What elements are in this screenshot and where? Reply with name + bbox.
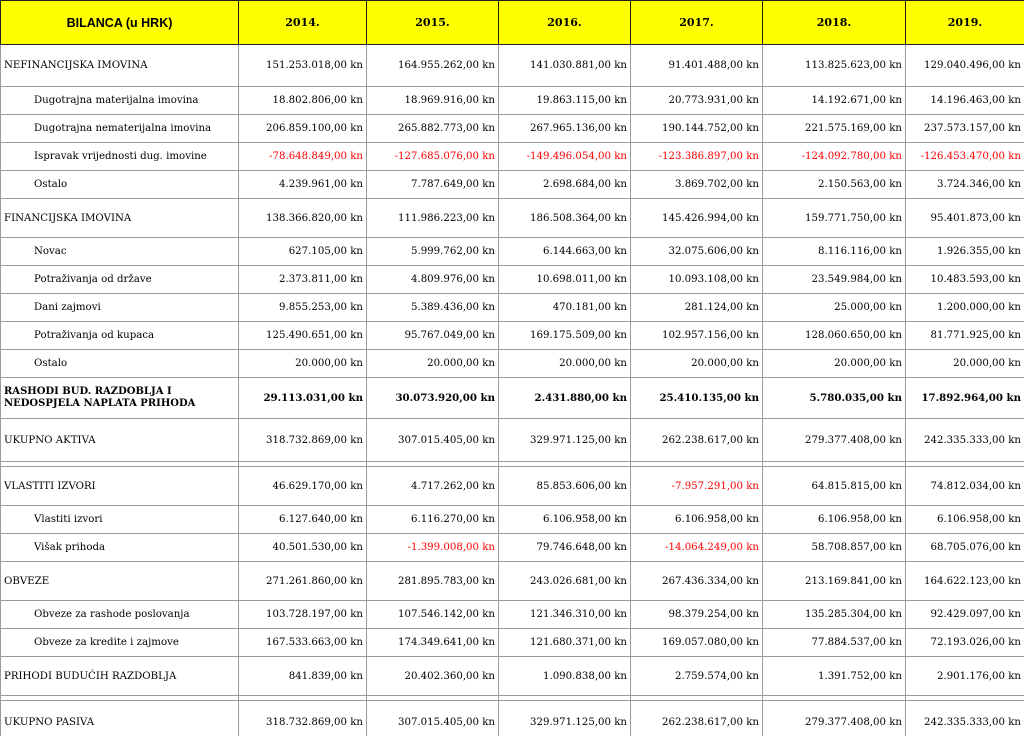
table-row — [1, 467, 1024, 506]
value-cell: 213.169.841,00 kn — [763, 562, 906, 601]
value-cell: 279.377.408,00 kn — [763, 419, 906, 462]
value-cell: -126.453.470,00 kn — [906, 143, 1024, 171]
col-header-2017: 2017. — [631, 1, 763, 45]
row-label: Ostalo — [1, 171, 239, 199]
value-cell: 20.773.931,00 kn — [631, 87, 763, 115]
value-cell: 128.060.650,00 kn — [763, 322, 906, 350]
table-row — [1, 171, 1024, 199]
value-cell: 243.026.681,00 kn — [499, 562, 631, 601]
table-row — [1, 45, 1024, 87]
value-cell: 25.410.135,00 kn — [631, 378, 763, 419]
value-cell: 46.629.170,00 kn — [239, 467, 367, 506]
value-cell: 20.000,00 kn — [763, 350, 906, 378]
value-cell: 79.746.648,00 kn — [499, 534, 631, 562]
value-cell: 141.030.881,00 kn — [499, 45, 631, 87]
table-row — [1, 238, 1024, 266]
value-cell: 18.802.806,00 kn — [239, 87, 367, 115]
value-cell: 6.144.663,00 kn — [499, 238, 631, 266]
value-cell: 18.969.916,00 kn — [367, 87, 499, 115]
value-cell: 5.999.762,00 kn — [367, 238, 499, 266]
header-row — [1, 1, 1024, 45]
value-cell: 58.708.857,00 kn — [763, 534, 906, 562]
row-label: UKUPNO PASIVA — [1, 701, 239, 736]
table-row — [1, 143, 1024, 171]
value-cell: 237.573.157,00 kn — [906, 115, 1024, 143]
value-cell: -123.386.897,00 kn — [631, 143, 763, 171]
value-cell: 4.717.262,00 kn — [367, 467, 499, 506]
value-cell: 95.767.049,00 kn — [367, 322, 499, 350]
value-cell: 138.366.820,00 kn — [239, 199, 367, 238]
value-cell: 265.882.773,00 kn — [367, 115, 499, 143]
value-cell: 5.389.436,00 kn — [367, 294, 499, 322]
table-row — [1, 322, 1024, 350]
value-cell: 92.429.097,00 kn — [906, 601, 1024, 629]
value-cell: 23.549.984,00 kn — [763, 266, 906, 294]
row-label: NEFINANCIJSKA IMOVINA — [1, 45, 239, 87]
table-row — [1, 294, 1024, 322]
value-cell: 98.379.254,00 kn — [631, 601, 763, 629]
value-cell: 135.285.304,00 kn — [763, 601, 906, 629]
value-cell: 85.853.606,00 kn — [499, 467, 631, 506]
value-cell: 841.839,00 kn — [239, 657, 367, 696]
row-label: OBVEZE — [1, 562, 239, 601]
value-cell: 74.812.034,00 kn — [906, 467, 1024, 506]
value-cell: 4.809.976,00 kn — [367, 266, 499, 294]
value-cell: 20.000,00 kn — [239, 350, 367, 378]
value-cell: 169.175.509,00 kn — [499, 322, 631, 350]
table-row — [1, 629, 1024, 657]
value-cell: 2.901.176,00 kn — [906, 657, 1024, 696]
value-cell: 3.724.346,00 kn — [906, 171, 1024, 199]
value-cell: 279.377.408,00 kn — [763, 701, 906, 736]
value-cell: 470.181,00 kn — [499, 294, 631, 322]
value-cell: 20.000,00 kn — [499, 350, 631, 378]
value-cell: 2.373.811,00 kn — [239, 266, 367, 294]
value-cell: 25.000,00 kn — [763, 294, 906, 322]
table-row — [1, 199, 1024, 238]
value-cell: 20.000,00 kn — [367, 350, 499, 378]
value-cell: 102.957.156,00 kn — [631, 322, 763, 350]
table-row — [1, 266, 1024, 294]
value-cell: 169.057.080,00 kn — [631, 629, 763, 657]
value-cell: 281.895.783,00 kn — [367, 562, 499, 601]
value-cell: 64.815.815,00 kn — [763, 467, 906, 506]
value-cell: 32.075.606,00 kn — [631, 238, 763, 266]
value-cell: 329.971.125,00 kn — [499, 419, 631, 462]
table-row — [1, 87, 1024, 115]
value-cell: 2.698.684,00 kn — [499, 171, 631, 199]
value-cell: 14.196.463,00 kn — [906, 87, 1024, 115]
value-cell: 103.728.197,00 kn — [239, 601, 367, 629]
value-cell: 1.200.000,00 kn — [906, 294, 1024, 322]
value-cell: 77.884.537,00 kn — [763, 629, 906, 657]
value-cell: 29.113.031,00 kn — [239, 378, 367, 419]
value-cell: 307.015.405,00 kn — [367, 701, 499, 736]
value-cell: 267.965.136,00 kn — [499, 115, 631, 143]
value-cell: 164.622.123,00 kn — [906, 562, 1024, 601]
table-row — [1, 657, 1024, 696]
value-cell: 72.193.026,00 kn — [906, 629, 1024, 657]
table-row — [1, 419, 1024, 462]
value-cell: 6.106.958,00 kn — [499, 506, 631, 534]
value-cell: 1.090.838,00 kn — [499, 657, 631, 696]
col-header-2015: 2015. — [367, 1, 499, 45]
value-cell: 68.705.076,00 kn — [906, 534, 1024, 562]
value-cell: 5.780.035,00 kn — [763, 378, 906, 419]
value-cell: 125.490.651,00 kn — [239, 322, 367, 350]
value-cell: 129.040.496,00 kn — [906, 45, 1024, 87]
table-row — [1, 701, 1024, 736]
value-cell: 30.073.920,00 kn — [367, 378, 499, 419]
value-cell: 7.787.649,00 kn — [367, 171, 499, 199]
table-row — [1, 601, 1024, 629]
value-cell: 186.508.364,00 kn — [499, 199, 631, 238]
value-cell: 95.401.873,00 kn — [906, 199, 1024, 238]
value-cell: 2.150.563,00 kn — [763, 171, 906, 199]
row-label: RASHODI BUD. RAZDOBLJA I NEDOSPJELA NAPLATA PRIHODA — [1, 378, 239, 419]
table-row — [1, 378, 1024, 419]
row-label: Ostalo — [1, 350, 239, 378]
value-cell: 318.732.869,00 kn — [239, 701, 367, 736]
row-label: VLASTITI IZVORI — [1, 467, 239, 506]
col-header-2018: 2018. — [763, 1, 906, 45]
value-cell: 40.501.530,00 kn — [239, 534, 367, 562]
row-label: UKUPNO AKTIVA — [1, 419, 239, 462]
value-cell: 4.239.961,00 kn — [239, 171, 367, 199]
value-cell: 164.955.262,00 kn — [367, 45, 499, 87]
table-row — [1, 350, 1024, 378]
col-header-2014: 2014. — [239, 1, 367, 45]
value-cell: 6.116.270,00 kn — [367, 506, 499, 534]
value-cell: -7.957.291,00 kn — [631, 467, 763, 506]
value-cell: 9.855.253,00 kn — [239, 294, 367, 322]
row-label: PRIHODI BUDUĆIH RAZDOBLJA — [1, 657, 239, 696]
value-cell: 121.680.371,00 kn — [499, 629, 631, 657]
value-cell: 121.346.310,00 kn — [499, 601, 631, 629]
value-cell: 6.106.958,00 kn — [906, 506, 1024, 534]
table-row — [1, 534, 1024, 562]
row-label: Potraživanja od države — [1, 266, 239, 294]
row-label: Višak prihoda — [1, 534, 239, 562]
value-cell: 206.859.100,00 kn — [239, 115, 367, 143]
row-label: Dani zajmovi — [1, 294, 239, 322]
table-body — [1, 45, 1024, 736]
value-cell: 329.971.125,00 kn — [499, 701, 631, 736]
row-label: Ispravak vrijednosti dug. imovine — [1, 143, 239, 171]
value-cell: 10.093.108,00 kn — [631, 266, 763, 294]
table-title: BILANCA (u HRK) — [1, 1, 239, 45]
value-cell: 6.106.958,00 kn — [763, 506, 906, 534]
value-cell: 20.000,00 kn — [631, 350, 763, 378]
table-row — [1, 506, 1024, 534]
value-cell: 174.349.641,00 kn — [367, 629, 499, 657]
value-cell: 8.116.116,00 kn — [763, 238, 906, 266]
value-cell: -124.092.780,00 kn — [763, 143, 906, 171]
value-cell: 159.771.750,00 kn — [763, 199, 906, 238]
value-cell: 6.106.958,00 kn — [631, 506, 763, 534]
value-cell: 221.575.169,00 kn — [763, 115, 906, 143]
value-cell: 262.238.617,00 kn — [631, 701, 763, 736]
row-label: Obveze za rashode poslovanja — [1, 601, 239, 629]
row-label: Dugotrajna nematerijalna imovina — [1, 115, 239, 143]
value-cell: 17.892.964,00 kn — [906, 378, 1024, 419]
value-cell: 1.391.752,00 kn — [763, 657, 906, 696]
value-cell: 190.144.752,00 kn — [631, 115, 763, 143]
value-cell: 262.238.617,00 kn — [631, 419, 763, 462]
value-cell: 2.431.880,00 kn — [499, 378, 631, 419]
row-label: Novac — [1, 238, 239, 266]
value-cell: 107.546.142,00 kn — [367, 601, 499, 629]
value-cell: 307.015.405,00 kn — [367, 419, 499, 462]
value-cell: -1.399.008,00 kn — [367, 534, 499, 562]
value-cell: 145.426.994,00 kn — [631, 199, 763, 238]
row-label: Obveze za kredite i zajmove — [1, 629, 239, 657]
col-header-2016: 2016. — [499, 1, 631, 45]
col-header-2019: 2019. — [906, 1, 1024, 45]
value-cell: 14.192.671,00 kn — [763, 87, 906, 115]
value-cell: 111.986.223,00 kn — [367, 199, 499, 238]
row-label: FINANCIJSKA IMOVINA — [1, 199, 239, 238]
value-cell: -127.685.076,00 kn — [367, 143, 499, 171]
value-cell: 10.698.011,00 kn — [499, 266, 631, 294]
row-label: Potraživanja od kupaca — [1, 322, 239, 350]
value-cell: 318.732.869,00 kn — [239, 419, 367, 462]
value-cell: 19.863.115,00 kn — [499, 87, 631, 115]
value-cell: 1.926.355,00 kn — [906, 238, 1024, 266]
value-cell: 20.402.360,00 kn — [367, 657, 499, 696]
value-cell: 167.533.663,00 kn — [239, 629, 367, 657]
value-cell: 113.825.623,00 kn — [763, 45, 906, 87]
value-cell: 151.253.018,00 kn — [239, 45, 367, 87]
value-cell: 6.127.640,00 kn — [239, 506, 367, 534]
table-row — [1, 115, 1024, 143]
table-row — [1, 562, 1024, 601]
value-cell: -149.496.054,00 kn — [499, 143, 631, 171]
value-cell: 2.759.574,00 kn — [631, 657, 763, 696]
value-cell: 271.261.860,00 kn — [239, 562, 367, 601]
value-cell: 81.771.925,00 kn — [906, 322, 1024, 350]
value-cell: 242.335.333,00 kn — [906, 419, 1024, 462]
row-label: Dugotrajna materijalna imovina — [1, 87, 239, 115]
value-cell: 281.124,00 kn — [631, 294, 763, 322]
value-cell: 267.436.334,00 kn — [631, 562, 763, 601]
value-cell: -14.064.249,00 kn — [631, 534, 763, 562]
value-cell: 91.401.488,00 kn — [631, 45, 763, 87]
value-cell: 20.000,00 kn — [906, 350, 1024, 378]
value-cell: 3.869.702,00 kn — [631, 171, 763, 199]
value-cell: 242.335.333,00 kn — [906, 701, 1024, 736]
value-cell: -78.648.849,00 kn — [239, 143, 367, 171]
row-label: Vlastiti izvori — [1, 506, 239, 534]
value-cell: 10.483.593,00 kn — [906, 266, 1024, 294]
value-cell: 627.105,00 kn — [239, 238, 367, 266]
